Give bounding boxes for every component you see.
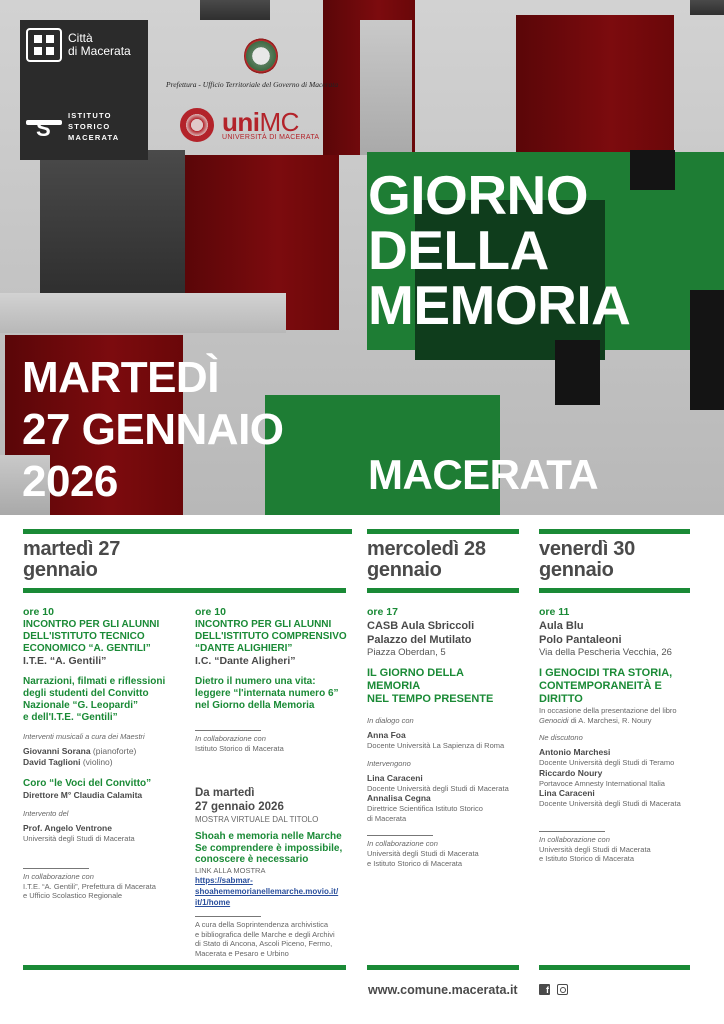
city-crest-icon	[26, 28, 62, 62]
logo-text: di Macerata	[68, 44, 131, 58]
event-title: I GENOCIDI TRA STORIA,	[539, 667, 673, 679]
logo-text: uni	[222, 106, 260, 137]
credits-text: e bibliografica delle Marche e degli Archivi	[195, 929, 335, 939]
divider-rule	[367, 965, 519, 970]
divider-rule	[539, 965, 690, 970]
day-line: martedì 27	[23, 538, 121, 560]
divider-rule	[367, 588, 519, 593]
divider-rule	[539, 529, 690, 534]
day-heading-30	[539, 539, 635, 581]
shadow-block	[690, 0, 724, 15]
collab-text: Istituto Storico di Macerata	[195, 744, 284, 753]
instagram-icon[interactable]	[557, 984, 568, 995]
title-line: GIORNO	[368, 164, 589, 226]
collab-text: I.T.E. “A. Gentili”, Prefettura di Macerata	[23, 881, 156, 891]
exhibition-date: Da martedì	[195, 787, 255, 799]
venue-name: Palazzo del Mutilato	[367, 634, 472, 646]
logo-text: Città	[68, 31, 93, 45]
speaker-role: Docente Università degli Studi di Macerata	[367, 783, 509, 793]
exhibition-link[interactable]: shoahememorianellemarche.movio.it/	[195, 887, 339, 896]
separator	[539, 831, 605, 832]
italian-republic-emblem-icon	[244, 38, 278, 74]
logo-text: MC	[259, 106, 299, 137]
musician-name: David Taglioni	[23, 757, 81, 767]
exhibition-link[interactable]: https://sabmar-	[195, 876, 253, 885]
title-line: MEMORIA	[368, 274, 631, 336]
event-date	[22, 352, 284, 508]
book-note: In occasione della presentazione del libro	[539, 706, 677, 715]
choir-name: Coro “le Voci del Convitto”	[23, 778, 152, 789]
event-title: “DANTE ALIGHIERI”	[195, 643, 293, 654]
exhibition-title: Shoah e memoria nelle Marche	[195, 831, 342, 842]
collab-text: e Ufficio Scolastico Regionale	[23, 891, 123, 900]
venue-address: Piazza Oberdan, 5	[367, 647, 446, 658]
unimc-seal-icon	[180, 108, 214, 142]
speaker-name: Annalisa Cegna	[367, 793, 431, 803]
event-subtitle: Narrazioni, filmati e riflessioni	[23, 676, 166, 687]
section-label: Interventi musicali a cura dei Maestri	[23, 732, 145, 741]
divider-rule	[23, 529, 352, 534]
day-line: venerdì 30	[539, 538, 635, 560]
date-line: MARTEDÌ	[22, 353, 219, 402]
event-time: ore 17	[367, 606, 398, 618]
black-block	[555, 340, 600, 405]
event-time: ore 10	[195, 606, 226, 618]
speaker-role: Portavoce Amnesty International Italia	[539, 778, 665, 788]
venue-address: Via della Pescheria Vecchia, 26	[539, 647, 672, 658]
citta-di-macerata-logo[interactable]	[26, 28, 131, 62]
day-line: mercoledì 28	[367, 538, 486, 560]
instrument: (pianoforte)	[92, 746, 137, 756]
event-title: INCONTRO PER GLI ALUNNI	[195, 619, 332, 630]
section-label: In dialogo con	[367, 716, 414, 725]
page-title	[368, 164, 631, 336]
credits-text: Macerata e Pesaro e Urbino	[195, 948, 289, 958]
event-title: MEMORIA	[367, 680, 421, 692]
istituto-storico-icon	[26, 112, 62, 142]
credits-text: A cura della Soprintendenza archivistica	[195, 920, 328, 929]
event-title: IL GIORNO DELLA	[367, 667, 464, 679]
speaker-name: Riccardo Noury	[539, 767, 603, 778]
logo-text: MACERATA	[68, 133, 120, 142]
exhibition-link[interactable]: it/1/home	[195, 898, 231, 907]
event-title: INCONTRO PER GLI ALUNNI	[23, 619, 160, 630]
event-subtitle: e dell'I.T.E. “Gentili”	[23, 712, 118, 723]
event-aula-blu	[539, 606, 709, 864]
day-line: gennaio	[367, 559, 442, 581]
event-subtitle: leggere “l'internata numero 6”	[195, 688, 339, 699]
concrete-ledge	[0, 293, 286, 333]
day-line: gennaio	[23, 559, 98, 581]
black-block	[690, 290, 724, 410]
event-time: ore 10	[23, 606, 54, 618]
collab-text: e Istituto Storico di Macerata	[539, 854, 635, 863]
unimc-logo[interactable]	[180, 108, 319, 142]
event-subtitle: degli studenti del Convitto	[23, 688, 149, 699]
facebook-icon[interactable]: f	[539, 984, 550, 995]
section-label: Intervento del	[23, 809, 69, 818]
day-heading-28	[367, 539, 486, 581]
separator	[367, 835, 433, 836]
choir-director: Direttore M° Claudia Calamita	[23, 790, 143, 800]
instrument: (violino)	[82, 757, 113, 767]
exhibition-title: conoscere è necessario	[195, 854, 309, 865]
event-subtitle: Dietro il numero una vita:	[195, 676, 316, 687]
title-line: DELLA	[368, 219, 549, 281]
event-subtitle: nel Giorno della Memoria	[195, 700, 315, 711]
red-block	[516, 15, 674, 155]
collab-text: e Istituto Storico di Macerata	[367, 858, 463, 868]
speaker-name: Lina Caraceni	[367, 772, 423, 783]
collab-text: Università degli Studi di Macerata	[367, 849, 479, 858]
event-title: DELL'ISTITUTO COMPRENSIVO	[195, 631, 347, 642]
virtual-exhibition	[195, 786, 355, 958]
event-title: NEL TEMPO PRESENTE	[367, 693, 494, 705]
collab-label: In collaborazione con	[195, 734, 266, 743]
event-ite-gentili	[23, 606, 188, 901]
date-line: 27 GENNAIO	[22, 405, 284, 454]
website-link[interactable]: www.comune.macerata.it	[368, 983, 518, 997]
separator	[195, 916, 261, 917]
event-title: DIRITTO	[539, 693, 583, 705]
collab-text: Università degli Studi di Macerata	[539, 844, 651, 854]
shadow-block	[40, 150, 185, 293]
speaker-name: Anna Foa	[367, 730, 406, 740]
speaker-role: Docente Università La Sapienza di Roma	[367, 741, 505, 750]
divider-rule	[367, 529, 519, 534]
separator	[23, 868, 89, 869]
venue-name: Polo Pantaleoni	[539, 634, 622, 646]
school-name: I.C. “Dante Aligheri”	[195, 655, 296, 667]
event-time: ore 11	[539, 606, 570, 618]
credits-text: di Stato di Ancona, Ascoli Piceno, Fermo,	[195, 939, 333, 948]
logo-subtext: UNIVERSITÀ DI MACERATA	[222, 133, 320, 141]
event-title: ECONOMICO “A. GENTILI”	[23, 643, 151, 654]
exhibition-title: Se comprendere è impossibile,	[195, 842, 343, 854]
link-label: LINK ALLA MOSTRA	[195, 865, 266, 875]
speaker-role: Docente Università degli Studi di Macerata	[539, 799, 681, 808]
event-casb-aula-sbriccoli	[367, 606, 527, 868]
venue-name: Aula Blu	[539, 620, 584, 632]
divider-rule	[539, 588, 690, 593]
day-heading-27	[23, 539, 120, 581]
black-block	[630, 150, 675, 190]
exhibition-label: MOSTRA VIRTUALE DAL TITOLO	[195, 815, 319, 824]
event-title: CONTEMPORANEITÀ E	[539, 680, 662, 692]
istituto-storico-logo[interactable]	[26, 110, 119, 143]
day-line: gennaio	[539, 559, 614, 581]
book-authors: di A. Marchesi, R. Noury	[568, 715, 652, 725]
divider-rule	[23, 588, 346, 593]
prefettura-logo-text[interactable]: Prefettura - Ufficio Territoriale del Governo di Macerata	[166, 80, 339, 89]
speaker-name: Lina Caraceni	[539, 788, 595, 798]
shadow-block	[200, 0, 270, 20]
logo-text: STORICO	[68, 122, 111, 131]
collab-label: In collaborazione con	[23, 871, 94, 881]
event-title: DELL'ISTITUTO TECNICO	[23, 631, 145, 642]
speaker-role: Docente Università degli Studi di Teramo	[539, 758, 675, 767]
speaker-role: Direttrice Scientifica Istituto Storico	[367, 804, 483, 813]
section-label: Intervengono	[367, 758, 411, 768]
speaker-name: Prof. Angelo Ventrone	[23, 823, 112, 833]
concrete-block	[360, 20, 412, 155]
event-city: MACERATA	[368, 451, 599, 498]
section-label: Ne discutono	[539, 733, 583, 742]
date-line: 2026	[22, 457, 118, 506]
separator	[195, 730, 261, 731]
event-ic-dante-alighieri	[195, 606, 355, 754]
event-subtitle: Nazionale “G. Leopardi”	[23, 700, 139, 711]
venue-name: CASB Aula Sbriccoli	[367, 620, 475, 632]
exhibition-date: 27 gennaio 2026	[195, 801, 284, 813]
speaker-role: di Macerata	[367, 813, 407, 823]
speaker-name: Antonio Marchesi	[539, 747, 611, 757]
logo-text: ISTITUTO	[68, 111, 112, 120]
speaker-role: Università degli Studi di Macerata	[23, 834, 135, 843]
collab-label: In collaborazione con	[367, 839, 438, 848]
divider-rule	[23, 965, 346, 970]
collab-label: In collaborazione con	[539, 834, 610, 844]
school-name: I.T.E. “A. Gentili”	[23, 655, 107, 667]
musician-name: Giovanni Sorana	[23, 746, 91, 756]
book-title: Genocidi	[539, 715, 569, 725]
